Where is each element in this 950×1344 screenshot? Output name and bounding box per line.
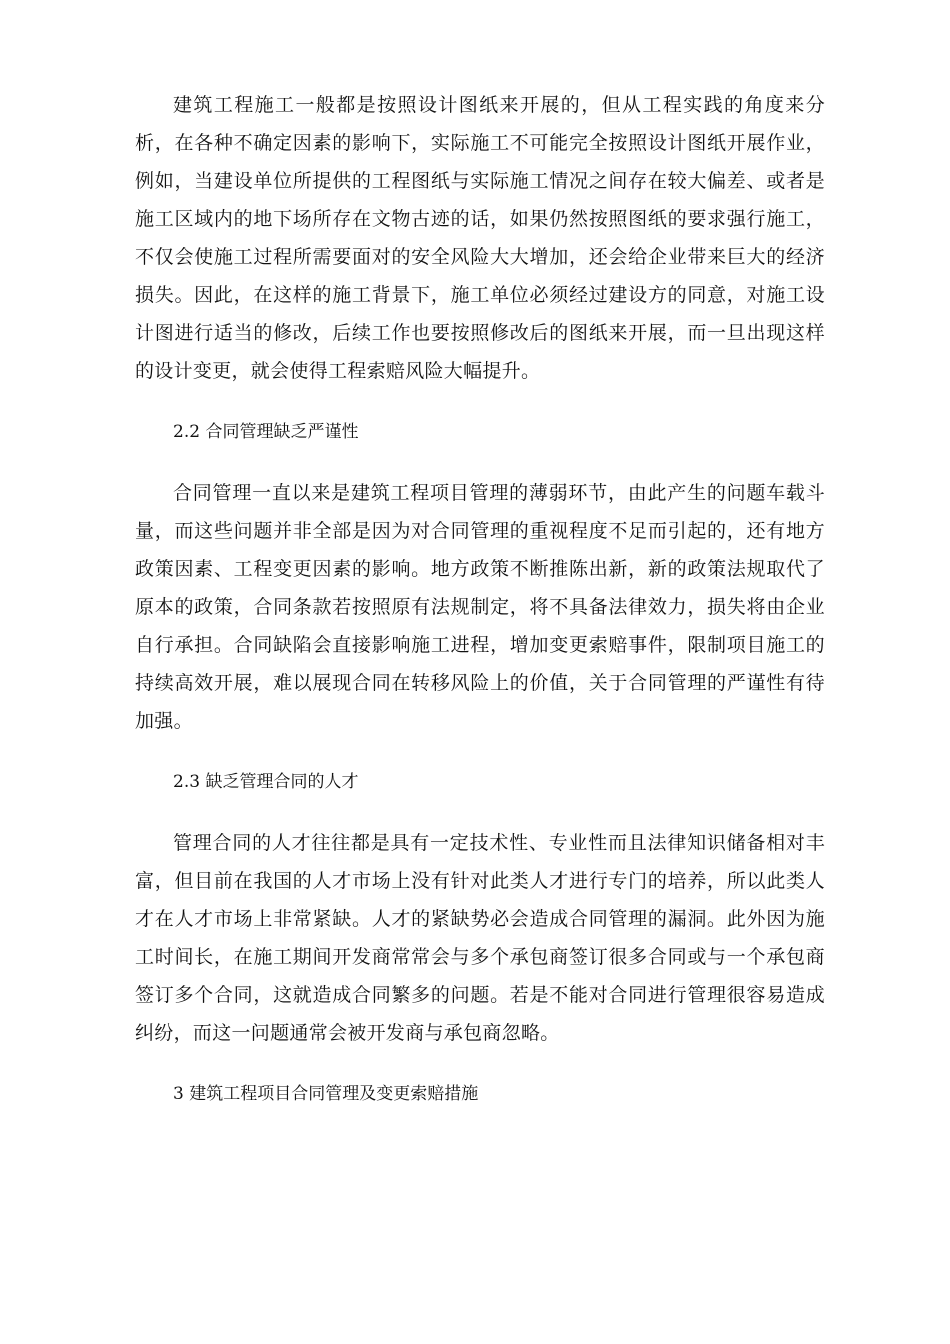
document-body: [135, 86, 825, 1113]
section-heading-3: 3 建筑工程项目合同管理及变更索赔措施: [173, 1084, 479, 1104]
section-heading-2-3: 2.3 缺乏管理合同的人才: [173, 772, 359, 792]
paragraph-contract-rigor: 合同管理一直以来是建筑工程项目管理的薄弱环节，由此产生的问题车载斗量，而这些问题并非全部是因为对合同管理的重视程度不足而引起的，还有地方政策因素、工程变更因素的影响。地方政策不断推陈出新，新的政策法规取代了原本的政策，合同条款若按照原有法规制定，将不具备法律效力，损失将由企业自行承担。合同缺陷会直接影响施工进程，增加变更索赔事件，限制项目施工的持续高效开展，难以展现合同在转移风险上的价值，关于合同管理的严谨性有待加强。: [135, 482, 825, 732]
section-heading-2-2: 2.2 合同管理缺乏严谨性: [173, 422, 359, 442]
paragraph-design-change: 建筑工程施工一般都是按照设计图纸来开展的，但从工程实践的角度来分析，在各种不确定因素的影响下，实际施工不可能完全按照设计图纸开展作业，例如，当建设单位所提供的工程图纸与实际施工情况之间存在较大偏差、或者是施工区域内的地下场所存在文物古迹的话，如果仍然按照图纸的要求强行施工，不仅会使施工过程所需要面对的安全风险大大增加，还会给企业带来巨大的经济损失。因此，在这样的施工背景下，施工单位必须经过建设方的同意，对施工设计图进行适当的修改，后续工作也要按照修改后的图纸来开展，而一旦出现这样的设计变更，就会使得工程索赔风险大幅提升。: [135, 94, 825, 382]
paragraph-talent-shortage: 管理合同的人才往往都是具有一定技术性、专业性而且法律知识储备相对丰富，但目前在我国的人才市场上没有针对此类人才进行专门的培养，所以此类人才在人才市场上非常紧缺。人才的紧缺势必会造成合同管理的漏洞。此外因为施工时间长，在施工期间开发商常常会与多个承包商签订很多合同或与一个承包商签订多个合同，这就造成合同繁多的问题。若是不能对合同进行管理很容易造成纠纷，而这一问题通常会被开发商与承包商忽略。: [135, 832, 825, 1044]
